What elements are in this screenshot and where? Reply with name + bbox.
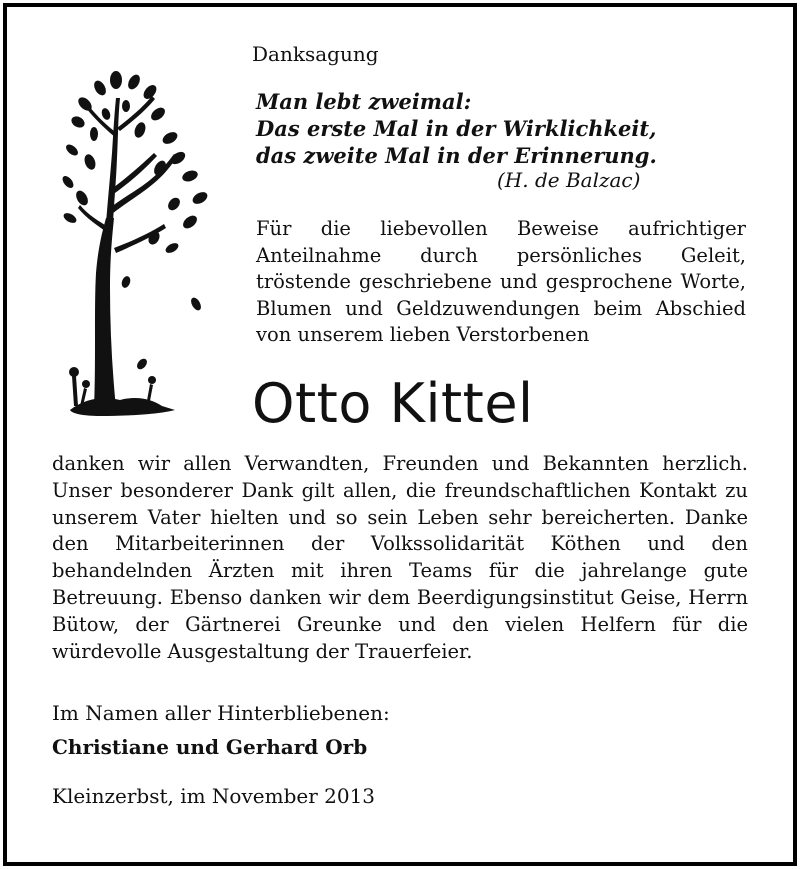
signers: Christiane und Gerhard Orb (52, 735, 368, 759)
body-paragraph: danken wir allen Verwandten, Freunden und Bekannten herzlich. Unser besonderer Dank gilt allen, die freundschaftlichen Kontakt zu unserem Vater hielten und so sein Leben sehr bereicherten. Danke den Mitarbeiterinnen der Volkssolidarität Köthen und den behandelnden Ärzten mit ihren Teams für die jahrelange gute Betreuung. Ebenso danken wir dem Beerdigungsinstitut Geise, Herrn Bütow, der Gärtnerei Greunke und den vielen Helfern für die würdevolle Ausgestaltung der Trauerfeier. (52, 452, 748, 663)
tree-silhouette-icon (50, 58, 220, 430)
intro-paragraph: Für die liebevollen Beweise aufrichtiger Anteilnahme durch persönliches Geleit, tröstende geschriebene und gesprochene Worte, Blumen und Geldzuwendungen beim Abschied von unserem lieben Verstorbenen (256, 217, 746, 347)
quote-line-1: Man lebt zweimal: (256, 89, 472, 114)
quote-line-3: das zweite Mal in der Erinnerung. (256, 143, 657, 168)
signature-line: Im Namen aller Hinterbliebenen: (52, 701, 390, 725)
quote-author: (H. de Balzac) (497, 168, 641, 192)
place-date: Kleinzerbst, im November 2013 (52, 784, 376, 808)
quote-line-2: Das erste Mal in der Wirklichkeit, (256, 116, 657, 141)
deceased-name: Otto Kittel (252, 372, 534, 435)
notice-heading: Danksagung (252, 42, 379, 66)
